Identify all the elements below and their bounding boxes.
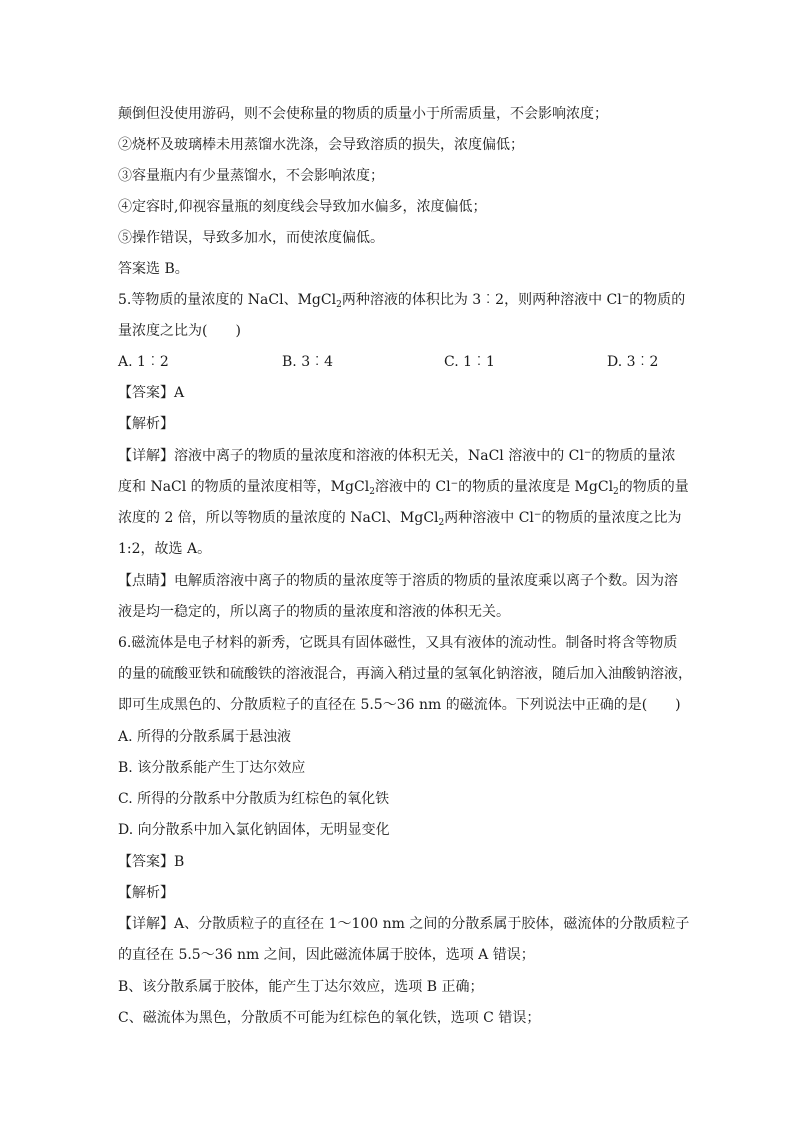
q5-analysis-heading: 【解析】 — [118, 416, 174, 432]
q6-option-a: A. 所得的分散系属于悬浊液 — [118, 729, 292, 745]
q5-detail-line-3: 浓度的 2 倍，所以等物质的量浓度的 NaCl、MgCl$_2$两种溶液中 Cl−的物质的量浓度之比为 — [118, 510, 682, 528]
continuation-answer: 答案选 B。 — [118, 261, 189, 277]
q6-stem-line-3: 即可生成黑色的、分散质粒子的直径在 5.5～36 nm 的磁流体。下列说法中正确的是( ) — [118, 697, 681, 713]
q5-option-d: D. 3︰2 — [607, 354, 659, 370]
q5-stem-line-2: 量浓度之比为( ) — [118, 323, 241, 339]
q6-answer: 【答案】B — [118, 854, 185, 870]
q6-analysis-heading: 【解析】 — [118, 885, 174, 901]
continuation-line-1: 颠倒但没使用游码，则不会使称量的物质的质量小于所需质量，不会影响浓度； — [118, 106, 608, 122]
q5-detail-line-4: 1:2，故选 A。 — [118, 541, 212, 557]
q5-detail-line-2: 度和 NaCl 的物质的量浓度相等，MgCl$_2$溶液中的 Cl−的物质的量浓度是 MgCl$_2$的物质的量 — [118, 479, 689, 497]
continuation-line-5: ⑤操作错误，导致多加水，而使浓度偏低。 — [118, 230, 384, 246]
q5-option-c: C. 1︰1 — [444, 354, 495, 370]
q6-detail-line-2: 的直径在 5.5～36 nm 之间，因此磁流体属于胶体，选项 A 错误； — [118, 947, 535, 963]
q5-detail-line-1: 【详解】溶液中离子的物质的量浓度和溶液的体积无关，NaCl 溶液中的 Cl−的物质的量浓 — [118, 448, 676, 464]
q5-answer: 【答案】A — [118, 385, 185, 401]
q6-stem-line-2: 的量的硫酸亚铁和硫酸铁的溶液混合，再滴入稍过量的氢氧化钠溶液，随后加入油酸钠溶液， — [118, 666, 692, 682]
q5-comment-line-2: 液是均一稳定的，所以离子的物质的量浓度和溶液的体积无关。 — [118, 604, 510, 620]
continuation-line-3: ③容量瓶内有少量蒸馏水，不会影响浓度； — [118, 168, 384, 184]
q6-option-c: C. 所得的分散系中分散质为红棕色的氧化铁 — [118, 791, 390, 807]
q5-option-a: A. 1︰2 — [118, 354, 169, 370]
q5-option-b: B. 3︰4 — [282, 354, 334, 370]
q6-option-b: B. 该分散系能产生丁达尔效应 — [118, 760, 306, 776]
q5-stem-line-1: 5.等物质的量浓度的 NaCl、MgCl$_2$两种溶液的体积比为 3︰2，则两种溶液中 Cl−的物质的 — [118, 292, 686, 310]
q5-options — [118, 352, 678, 372]
q5-comment-line-1: 【点睛】电解质溶液中离子的物质的量浓度等于溶质的物质的量浓度乘以离子个数。因为溶 — [118, 573, 678, 589]
q6-stem-line-1: 6.磁流体是电子材料的新秀，它既具有固体磁性，又具有液体的流动性。制备时将含等物质 — [118, 635, 678, 651]
q6-detail-line-1: 【详解】A、分散质粒子的直径在 1～100 nm 之间的分散系属于胶体，磁流体的分散质粒子 — [118, 916, 690, 932]
continuation-line-4: ④定容时,仰视容量瓶的刻度线会导致加水偏多，浓度偏低； — [118, 199, 487, 215]
q6-detail-line-3: B、该分散系属于胶体，能产生丁达尔效应，选项 B 正确； — [118, 979, 484, 995]
q6-option-d: D. 向分散系中加入氯化钠固体，无明显变化 — [118, 822, 390, 838]
q6-detail-line-4: C、磁流体为黑色，分散质不可能为红棕色的氧化铁，选项 C 错误； — [118, 1010, 541, 1026]
continuation-line-2: ②烧杯及玻璃棒未用蒸馏水洗涤，会导致溶质的损失，浓度偏低； — [118, 137, 524, 153]
